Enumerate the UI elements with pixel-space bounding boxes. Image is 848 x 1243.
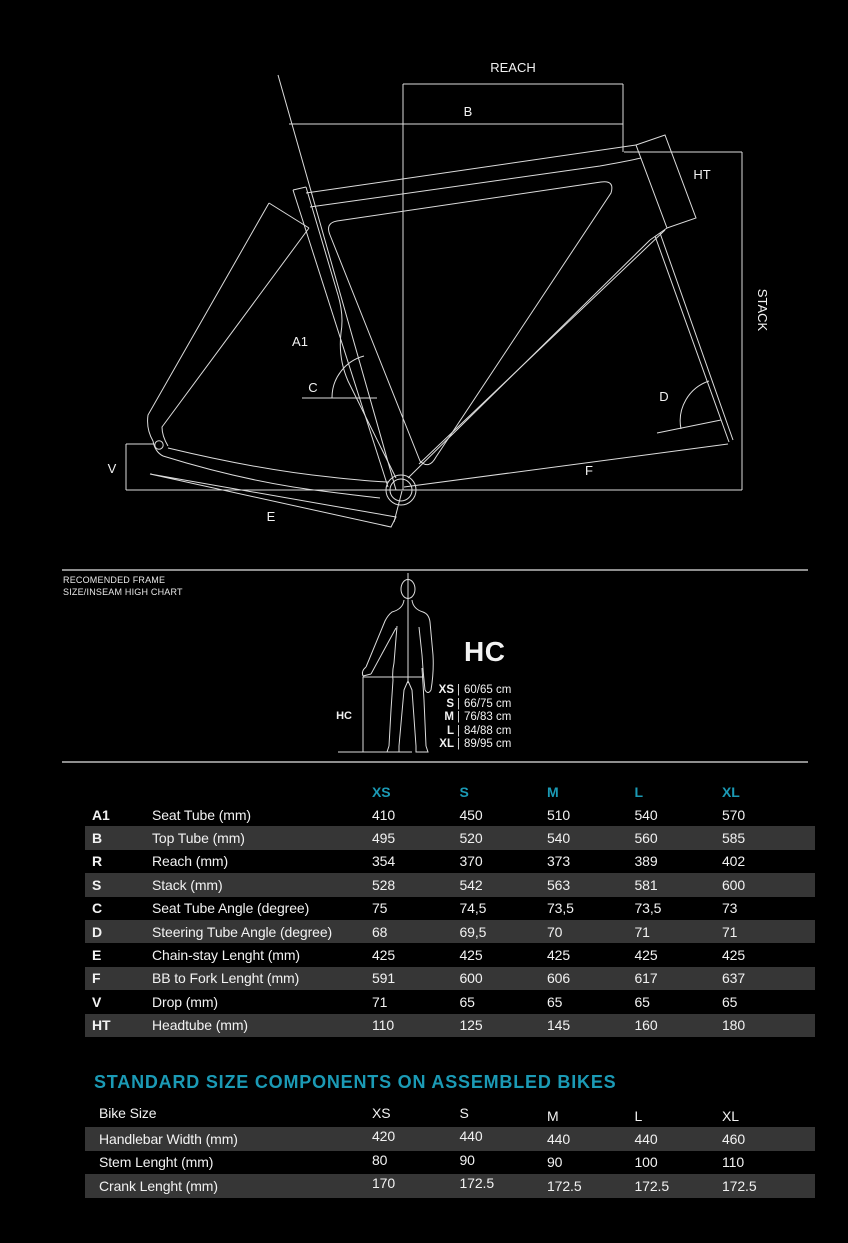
row-value-xs: 495 xyxy=(372,830,396,847)
components-table-rows xyxy=(85,1127,815,1198)
separator-bottom xyxy=(62,761,808,763)
row-value-xs: 410 xyxy=(372,806,396,823)
row-value-s: 370 xyxy=(459,853,483,870)
geometry-table-row xyxy=(85,803,815,826)
row-label: Stem Lenght (mm) xyxy=(99,1154,214,1171)
row-value-xs: 80 xyxy=(372,1151,388,1168)
row-label: Steering Tube Angle (degree) xyxy=(152,923,333,940)
components-table-row xyxy=(85,1127,815,1151)
column-header-m: M xyxy=(547,1107,559,1124)
row-label: Drop (mm) xyxy=(152,993,218,1010)
row-label: Reach (mm) xyxy=(152,853,229,870)
row-value-xl: 425 xyxy=(722,947,746,964)
row-value-s: 172.5 xyxy=(459,1175,495,1192)
row-value-xl: 110 xyxy=(722,1154,745,1171)
inseam-size-list xyxy=(404,684,511,752)
inseam-size-value: 60/65 cm xyxy=(464,684,512,696)
recommended-frame-note xyxy=(63,574,183,598)
row-value-l: 71 xyxy=(634,923,650,940)
components-table-header xyxy=(85,1104,815,1127)
separator-bar: | xyxy=(457,697,460,710)
inseam-size-code: L xyxy=(446,724,454,737)
row-value-m: 70 xyxy=(547,923,563,940)
geometry-table-header xyxy=(85,781,815,803)
geometry-table-row xyxy=(85,897,815,920)
row-code: R xyxy=(92,853,103,870)
row-value-xs: 354 xyxy=(372,853,396,870)
row-value-m: 510 xyxy=(547,806,571,823)
row-code: E xyxy=(92,947,102,964)
label-stack: STACK xyxy=(755,288,770,332)
inseam-size-row xyxy=(404,725,511,739)
row-value-m: 563 xyxy=(547,876,571,893)
row-value-xl: 460 xyxy=(722,1130,746,1147)
column-header-xl: XL xyxy=(722,784,740,800)
row-value-m: 373 xyxy=(547,853,571,870)
row-value-s: 69,5 xyxy=(459,923,487,940)
geometry-table-row xyxy=(85,1014,815,1037)
row-label: Top Tube (mm) xyxy=(152,830,245,847)
row-value-s: 74,5 xyxy=(459,900,487,917)
ruler-hc-label: HC xyxy=(336,710,352,722)
row-value-s: 125 xyxy=(459,1017,483,1034)
inseam-size-code: M xyxy=(444,711,454,724)
row-value-m: 145 xyxy=(547,1017,571,1034)
row-value-l: 73,5 xyxy=(634,900,662,917)
row-label: Headtube (mm) xyxy=(152,1017,248,1034)
bike-frame-outline xyxy=(148,135,696,505)
row-value-xs: 71 xyxy=(372,993,388,1010)
row-code: C xyxy=(92,900,103,917)
row-code: V xyxy=(92,993,102,1010)
components-table-row xyxy=(85,1174,815,1198)
row-value-xl: 570 xyxy=(722,806,746,823)
row-value-xl: 172.5 xyxy=(722,1177,757,1194)
row-value-m: 90 xyxy=(547,1154,563,1171)
geometry-table-rows xyxy=(85,803,815,1037)
row-value-s: 450 xyxy=(459,806,483,823)
row-value-s: 90 xyxy=(459,1151,475,1168)
row-code: D xyxy=(92,923,103,940)
row-value-s: 520 xyxy=(459,830,483,847)
column-header-m: M xyxy=(547,784,559,800)
row-value-xs: 170 xyxy=(372,1175,396,1192)
column-header-l: L xyxy=(634,784,643,800)
note-line-1: RECOMENDED FRAME xyxy=(63,575,166,585)
row-value-xs: 425 xyxy=(372,947,396,964)
row-label: Seat Tube Angle (degree) xyxy=(152,900,310,917)
hc-title: HC xyxy=(464,636,506,667)
column-header-xs: XS xyxy=(372,784,391,800)
row-value-l: 440 xyxy=(634,1130,658,1147)
row-value-m: 172.5 xyxy=(547,1177,582,1194)
geometry-table-row xyxy=(85,873,815,896)
row-value-xs: 75 xyxy=(372,900,388,917)
row-value-xl: 600 xyxy=(722,876,746,893)
components-table-row xyxy=(85,1151,815,1175)
row-value-l: 172.5 xyxy=(634,1177,670,1194)
row-value-m: 540 xyxy=(547,830,571,847)
bike-size-header: Bike Size xyxy=(99,1105,157,1121)
column-header-l: L xyxy=(634,1107,643,1124)
inseam-size-code: XL xyxy=(439,738,454,751)
label-fork-f: F xyxy=(585,463,593,478)
label-seat-tube-a1: A1 xyxy=(292,334,308,349)
row-label: Handlebar Width (mm) xyxy=(99,1130,238,1147)
inseam-size-row xyxy=(404,698,511,712)
components-title: STANDARD SIZE COMPONENTS ON ASSEMBLED BIKES xyxy=(94,1072,617,1092)
row-value-m: 73,5 xyxy=(547,900,574,917)
row-label: Crank Lenght (mm) xyxy=(99,1177,218,1194)
separator-bar: | xyxy=(457,724,460,737)
geometry-table xyxy=(85,781,815,1037)
row-label: Stack (mm) xyxy=(152,876,223,893)
row-value-l: 617 xyxy=(634,970,658,987)
row-value-m: 425 xyxy=(547,947,571,964)
inseam-size-value: 89/95 cm xyxy=(464,738,512,751)
label-head-tube-ht: HT xyxy=(693,167,711,182)
separator-bar: | xyxy=(457,711,460,724)
label-drop-v: V xyxy=(107,461,117,476)
label-steering-angle-d: D xyxy=(659,389,669,404)
diagram-labels xyxy=(108,60,770,524)
row-value-m: 65 xyxy=(547,993,563,1010)
column-header-s: S xyxy=(459,1105,469,1121)
row-value-s: 425 xyxy=(459,947,483,964)
row-code: B xyxy=(92,830,103,847)
geometry-table-row xyxy=(85,920,815,943)
row-value-l: 425 xyxy=(634,947,658,964)
inseam-size-row xyxy=(404,684,511,698)
row-label: BB to Fork Lenght (mm) xyxy=(152,970,300,987)
geometry-table-row xyxy=(85,850,815,873)
row-value-xl: 65 xyxy=(722,993,738,1010)
inseam-size-value: 66/75 cm xyxy=(464,697,512,710)
row-value-xl: 402 xyxy=(722,853,746,870)
row-value-xs: 528 xyxy=(372,876,396,893)
note-line-2: SIZE/INSEAM HIGH CHART xyxy=(63,587,183,597)
row-value-l: 65 xyxy=(634,993,650,1010)
row-value-xl: 637 xyxy=(722,970,746,987)
inseam-size-row xyxy=(404,738,511,752)
inseam-size-value: 76/83 cm xyxy=(464,711,512,724)
label-chainstay-e: E xyxy=(266,509,276,524)
label-top-tube-b: B xyxy=(463,104,473,119)
row-code: HT xyxy=(92,1017,111,1034)
row-value-l: 160 xyxy=(634,1017,658,1034)
row-value-xs: 591 xyxy=(372,970,396,987)
row-value-xs: 420 xyxy=(372,1128,396,1145)
separator-bar: | xyxy=(457,684,460,696)
components-table xyxy=(85,1104,815,1198)
frame-geometry-diagram xyxy=(0,0,848,565)
row-value-xl: 73 xyxy=(722,900,738,917)
row-value-l: 581 xyxy=(634,876,658,893)
column-header-s: S xyxy=(459,784,469,800)
column-header-xs: XS xyxy=(372,1105,391,1121)
rear-axle-point xyxy=(155,441,163,449)
geometry-table-row xyxy=(85,943,815,966)
row-label: Chain-stay Lenght (mm) xyxy=(152,947,300,964)
geometry-table-row xyxy=(85,967,815,990)
inseam-size-value: 84/88 cm xyxy=(464,724,512,737)
row-value-xs: 110 xyxy=(372,1017,395,1034)
inseam-size-code: S xyxy=(446,697,454,710)
row-value-l: 540 xyxy=(634,806,658,823)
separator-bar: | xyxy=(457,738,460,751)
row-value-xl: 585 xyxy=(722,830,746,847)
geometry-table-row xyxy=(85,826,815,849)
row-value-s: 600 xyxy=(459,970,483,987)
row-value-xl: 180 xyxy=(722,1017,746,1034)
row-value-l: 100 xyxy=(634,1154,658,1171)
row-value-l: 560 xyxy=(634,830,658,847)
row-value-xs: 68 xyxy=(372,923,388,940)
label-seat-angle-c: C xyxy=(308,380,318,395)
column-header-xl: XL xyxy=(722,1107,739,1124)
row-value-s: 65 xyxy=(459,993,475,1010)
row-code: S xyxy=(92,876,102,893)
row-code: A1 xyxy=(92,806,110,823)
row-value-xl: 71 xyxy=(722,923,738,940)
row-value-m: 606 xyxy=(547,970,571,987)
inseam-size-row xyxy=(404,711,511,725)
row-value-l: 389 xyxy=(634,853,658,870)
inseam-size-code: XS xyxy=(438,684,454,696)
label-reach: REACH xyxy=(490,60,536,75)
row-code: F xyxy=(92,970,101,987)
row-value-s: 542 xyxy=(459,876,483,893)
geometry-table-row xyxy=(85,990,815,1013)
row-value-s: 440 xyxy=(459,1128,483,1145)
row-label: Seat Tube (mm) xyxy=(152,806,251,823)
row-value-m: 440 xyxy=(547,1130,571,1147)
